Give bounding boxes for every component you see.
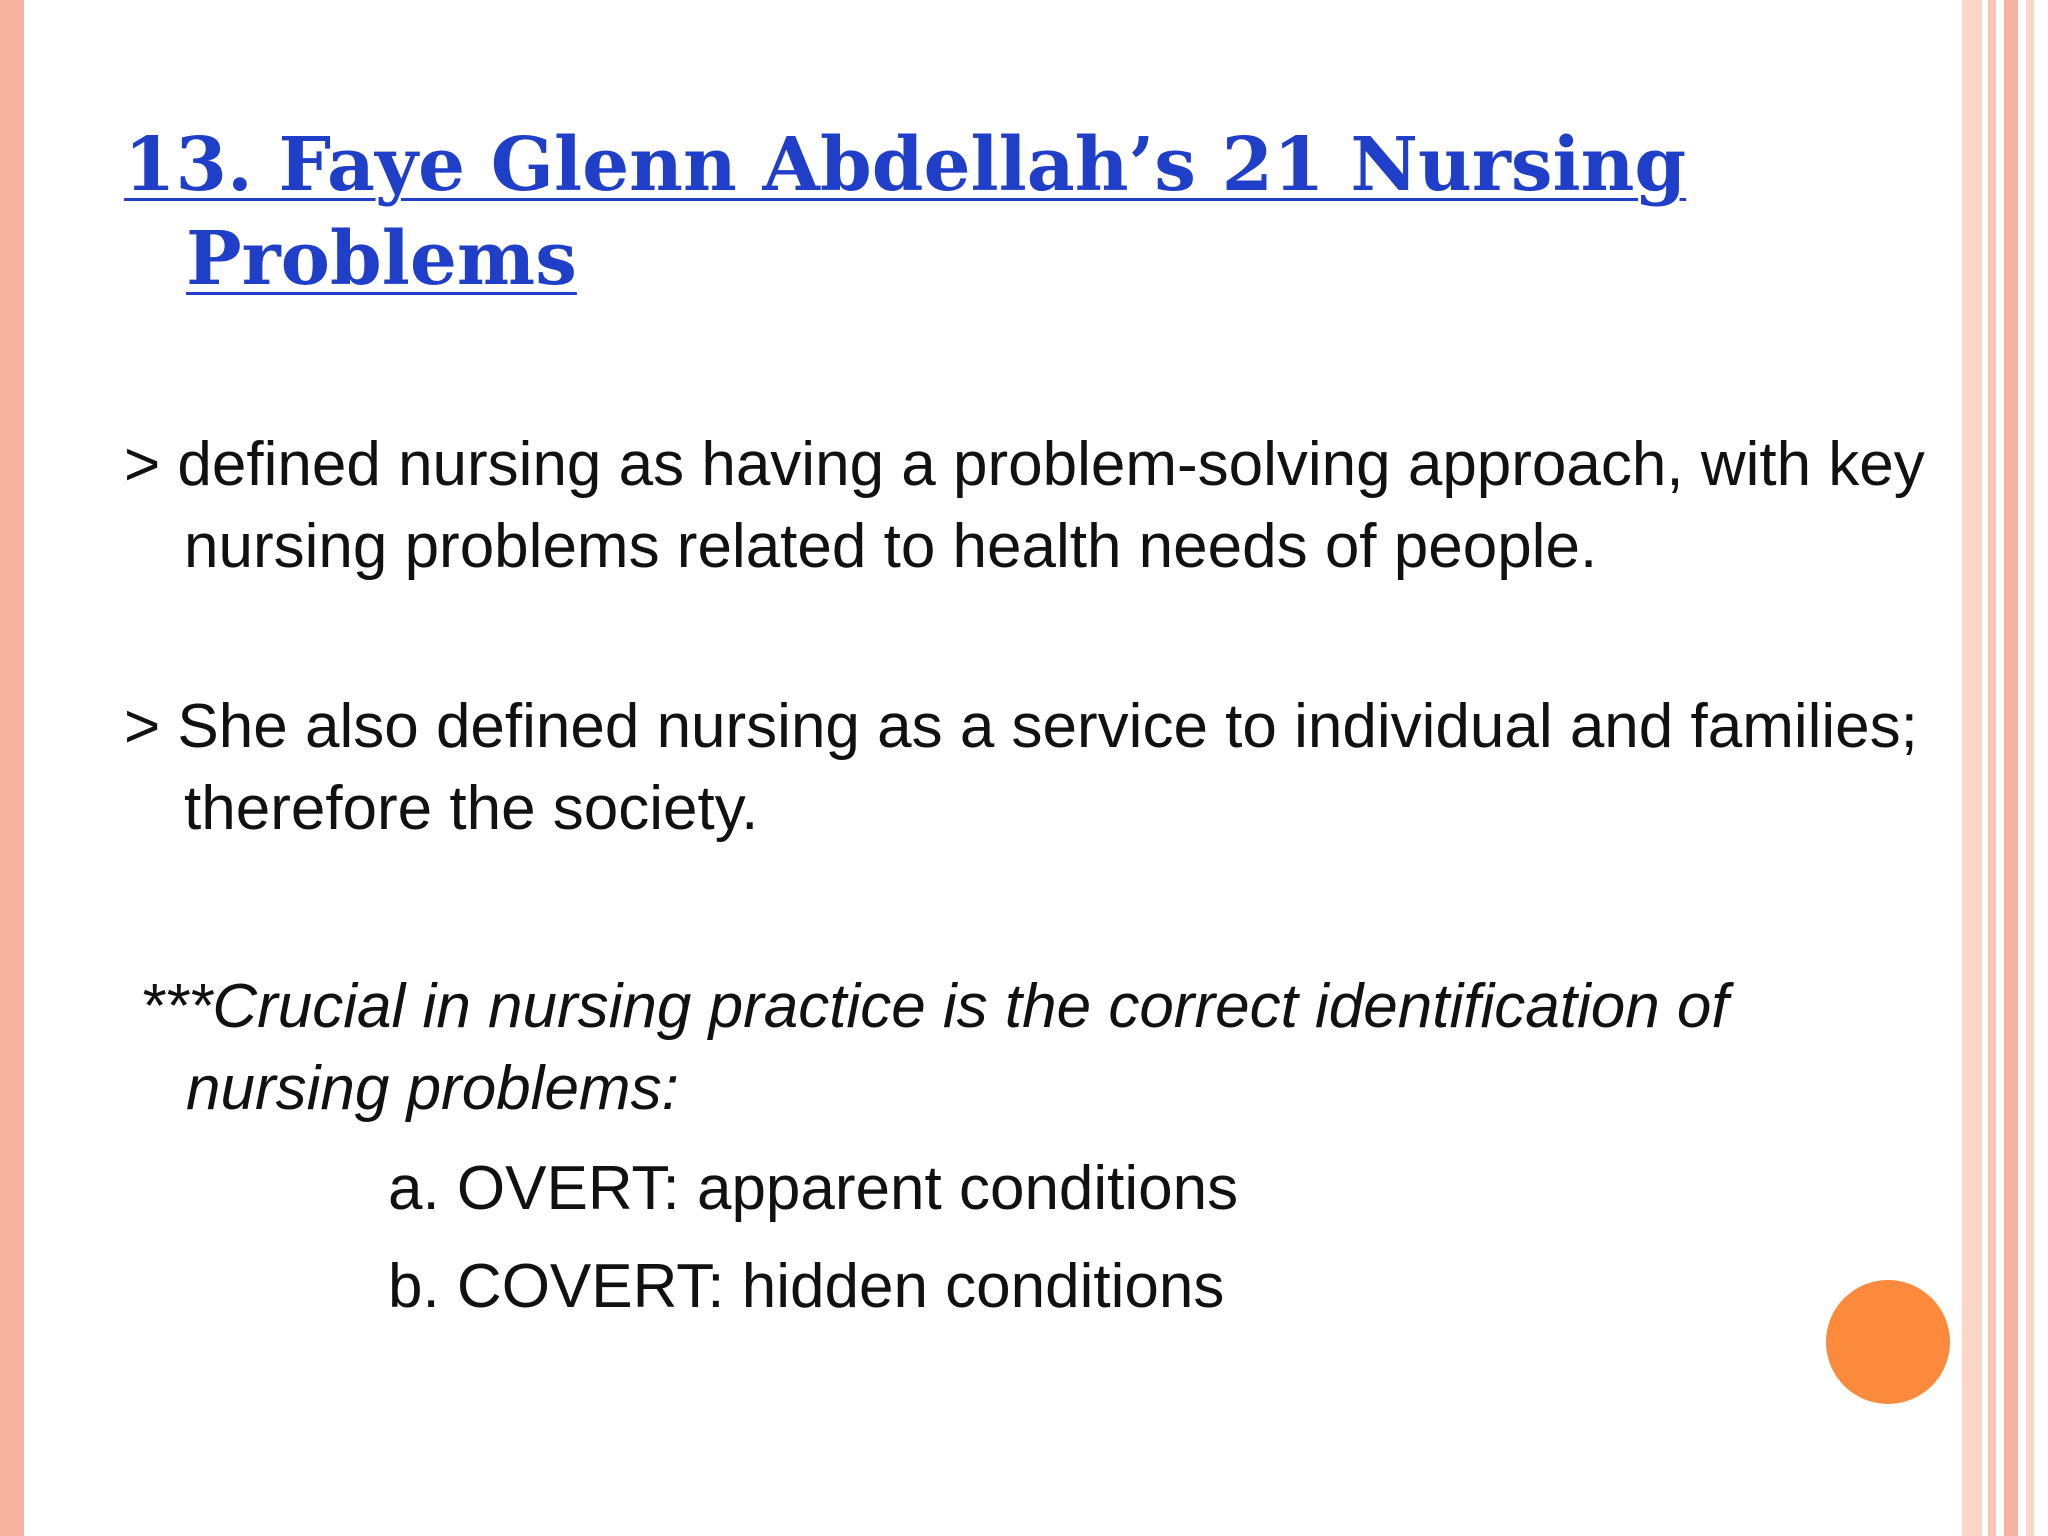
- slide-title-line1[interactable]: 13. Faye Glenn Abdellah’s 21 Nursing: [124, 122, 1687, 208]
- slide-title[interactable]: [124, 118, 1744, 306]
- crucial-note-line2: nursing problems:: [186, 1054, 679, 1123]
- right-border-stripe: [2004, 0, 2018, 1536]
- bullet-definition-problem-solving: > defined nursing as having a problem-solving approach, with key nursing problems related to health needs of people.: [124, 430, 1925, 581]
- list-item-covert: b. COVERT: hidden conditions: [388, 1252, 1225, 1321]
- left-border-stripe: [0, 0, 24, 1536]
- decorative-orange-circle: [1826, 1280, 1950, 1404]
- right-border-stripe: [2026, 0, 2034, 1536]
- slide-title-line2[interactable]: Problems: [186, 216, 577, 302]
- crucial-note-line1: ***Crucial in nursing practice is the correct identification of: [140, 972, 1729, 1041]
- bullet-definition-service: > She also defined nursing as a service to individual and families; therefore the society.: [124, 692, 1918, 843]
- crucial-note: [140, 966, 1940, 1130]
- right-border-stripe: [1962, 0, 1982, 1536]
- list-item-overt: a. OVERT: apparent conditions: [388, 1154, 1239, 1223]
- right-border-stripe: [1988, 0, 1996, 1536]
